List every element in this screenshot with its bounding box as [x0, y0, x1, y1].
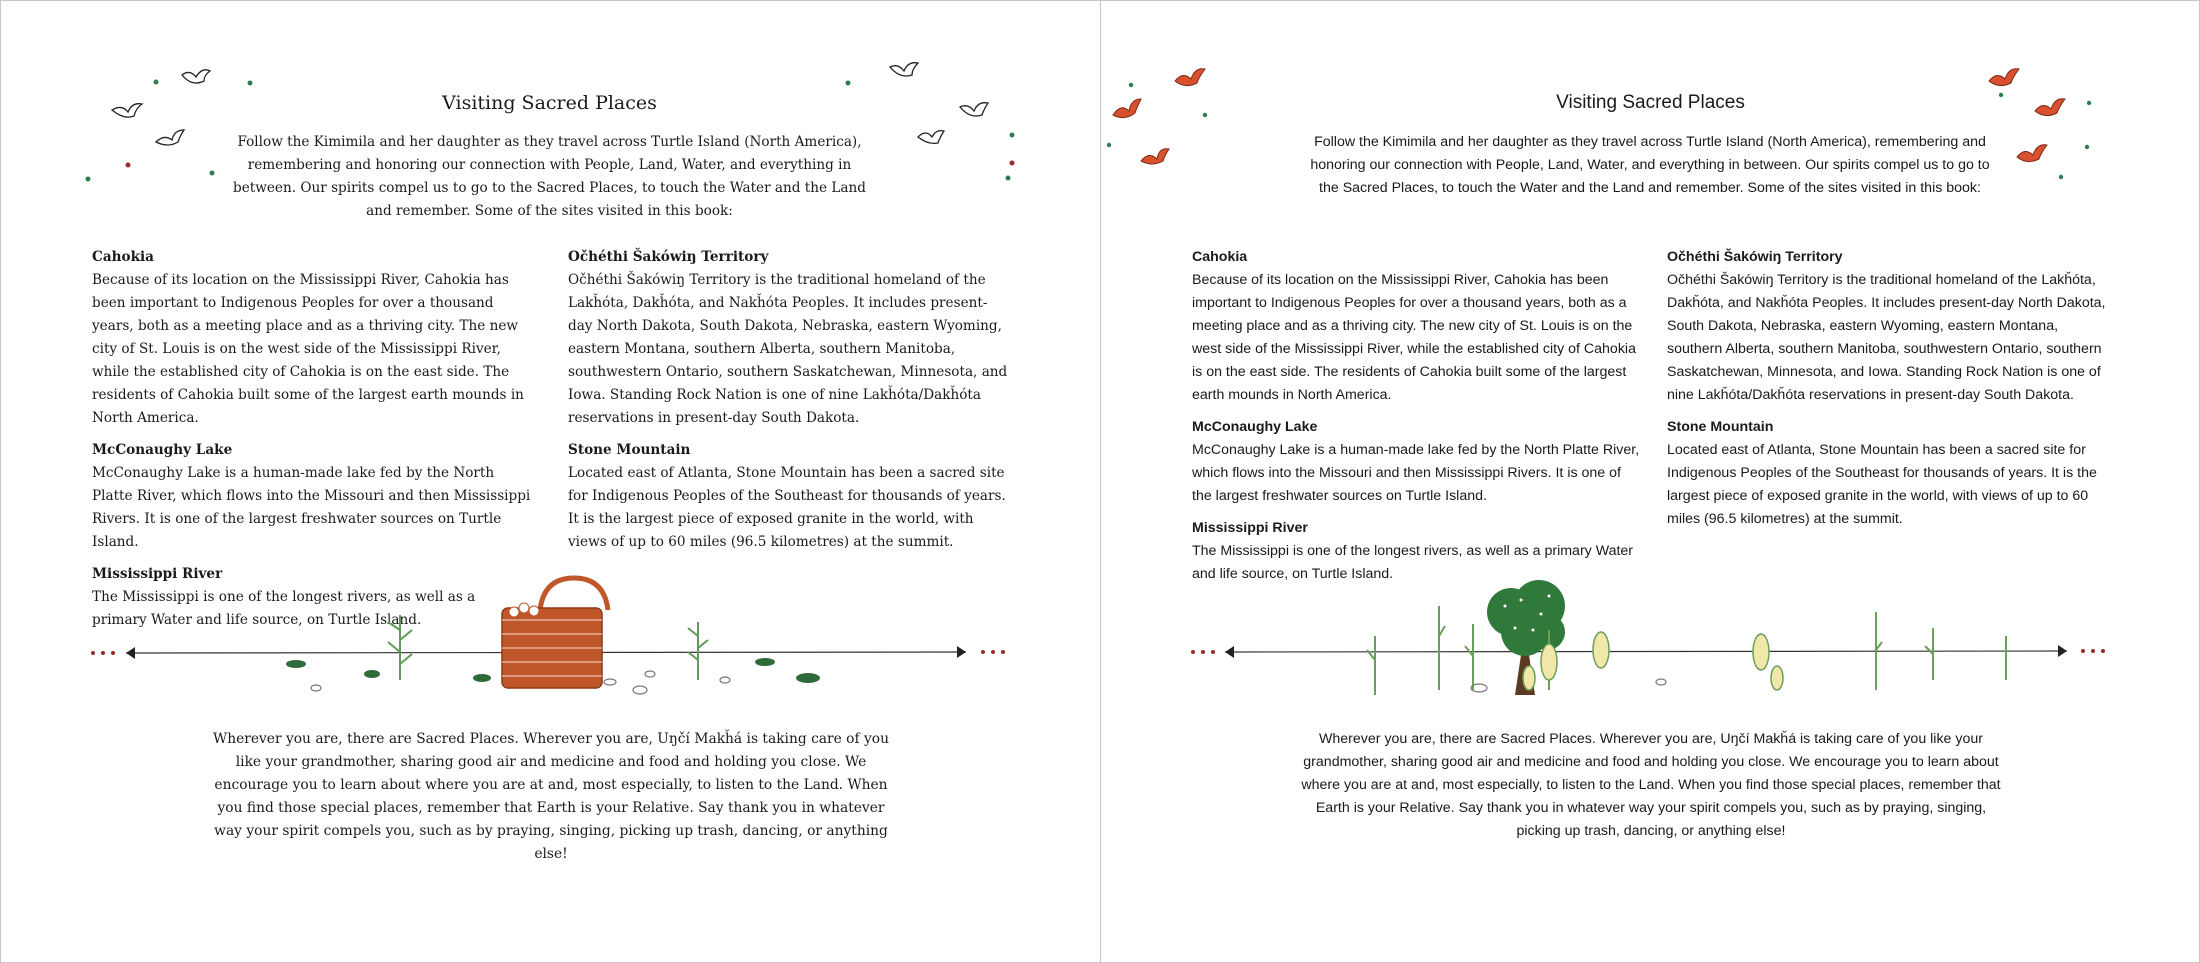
page-title: Visiting Sacred Places	[442, 92, 657, 114]
tree-path-illustration	[1101, 570, 2200, 710]
site-heading: Stone Mountain	[1667, 419, 1774, 435]
site-description: Očhéthi Šakówiŋ Territory is the traditional homeland of the Lakȟóta, Dakȟóta, and Nakȟóta Peoples. It includes present-day North Dakota, South Dakota, Nebraska, eastern Wyoming, eastern Montana, southern Alberta, southern Manitoba, southwestern Ontario, southern Saskatchewan, Minnesota, and Iowa. Standing Rock Nation is one of nine Lakȟóta/Dakȟóta reservations in present-day South Dakota.	[568, 272, 1008, 426]
intro-paragraph: Follow the Kimimila and her daughter as they travel across Turtle Island (North America), remembering and honoring our connection with People, Land, Water, and everything in between. Our spirits compel us to go to the Sacred Places, to touch the Water and the Land and remember. Some of the sites visited in this book:	[1310, 134, 1990, 196]
arrow-right-icon	[957, 646, 966, 658]
site-heading: Cahokia	[92, 249, 154, 265]
site-ocheti-sakowin	[568, 246, 1010, 430]
right-column	[1667, 246, 2117, 540]
stone-icon	[1471, 679, 1666, 692]
site-mcconaughy-lake	[92, 439, 534, 554]
site-description: Because of its location on the Mississippi River, Cahokia has been important to Indigenous Peoples for over a thousand years, both as a meeting place and as a thriving city. The new city of St. Louis is on the west side of the Mississippi River, while the established city of Cahokia is on the east side. The residents of Cahokia built some of the largest earth mounds in North America.	[92, 272, 524, 426]
site-stone-mountain	[1667, 416, 2117, 531]
site-cahokia	[92, 246, 534, 430]
site-description: The Mississippi is one of the longest rivers, as well as a primary Water and life source, on Turtle Island.	[1192, 543, 1634, 582]
left-page	[0, 0, 1099, 963]
arrow-left-icon	[126, 647, 135, 659]
site-heading: Mississippi River	[92, 566, 223, 582]
site-description: Očhéthi Šakówiŋ Territory is the traditional homeland of the Lakȟóta, Dakȟóta, and Nakȟóta Peoples. It includes present-day North Dakota, South Dakota, Nebraska, eastern Wyoming, eastern Montana, southern Alberta, southern Manitoba, southwestern Ontario, southern Saskatchewan, Minnesota, and Iowa. Standing Rock Nation is one of nine Lakȟóta/Dakȟóta reservations in present-day South Dakota.	[1667, 272, 2106, 403]
intro-paragraph: Follow the Kimimila and her daughter as they travel across Turtle Island (North America), remembering and honoring our connection with People, Land, Water, and everything in between. Our spirits compel us to go to the Sacred Places, to touch the Water and the Land and remember. Some of the sites visited in this book:	[233, 134, 866, 219]
right-column	[568, 246, 1010, 563]
page-title: Visiting Sacred Places	[1556, 92, 1745, 113]
site-heading: Očhéthi Šakówiŋ Territory	[1667, 249, 1843, 265]
site-ocheti-sakowin	[1667, 246, 2117, 407]
site-heading: Mississippi River	[1192, 520, 1308, 536]
site-heading: Očhéthi Šakówiŋ Territory	[568, 249, 769, 265]
site-heading: Stone Mountain	[568, 442, 691, 458]
closing-paragraph: Wherever you are, there are Sacred Places. Wherever you are, Uŋčí Makȟá is taking care of you like your grandmother, sharing good air and medicine and food and holding you close. We encourage you to learn about where you are at and, most especially, to listen to the Land. When you find those special places, remember that Earth is your Relative. Say thank you in whatever way your spirit compels you, such as by praying, singing, picking up trash, dancing, or anything else!	[213, 731, 889, 862]
site-heading: McConaughy Lake	[1192, 419, 1318, 435]
site-heading: McConaughy Lake	[92, 442, 233, 458]
site-description: Located east of Atlanta, Stone Mountain has been a sacred site for Indigenous Peoples of the Southeast for thousands of years. It is the largest piece of exposed granite in the world, with views of up to 60 miles (96.5 kilometres) at the summit.	[1667, 442, 2097, 527]
site-description: McConaughy Lake is a human-made lake fed by the North Platte River, which flows into the Missouri and then Mississippi Rivers. It is one of the largest freshwater sources on Turtle Island.	[92, 465, 531, 550]
arrow-left-icon	[1225, 646, 1234, 658]
site-description: The Mississippi is one of the longest rivers, as well as a primary Water and life source, on Turtle Island.	[92, 589, 476, 628]
site-description: Because of its location on the Mississippi River, Cahokia has been important to Indigenous Peoples for over a thousand years, both as a meeting place and as a thriving city. The new city of St. Louis is on the west side of the Mississippi River, while the established city of Cahokia is on the east side. The residents of Cahokia built some of the largest earth mounds in North America.	[1192, 272, 1636, 403]
arrow-right-icon	[2058, 645, 2067, 657]
left-column	[1192, 246, 1640, 595]
path-line	[1225, 651, 2067, 652]
basket-path-illustration	[0, 570, 1099, 710]
site-mcconaughy-lake	[1192, 416, 1640, 508]
site-description: McConaughy Lake is a human-made lake fed by the North Platte River, which flows into the Missouri and then Mississippi Rivers. It is one of the largest freshwater sources on Turtle Island.	[1192, 442, 1640, 504]
right-page	[1101, 0, 2200, 963]
corn-plant-icon	[1367, 606, 2006, 695]
basket-icon	[502, 578, 608, 688]
site-heading: Cahokia	[1192, 249, 1248, 265]
closing-paragraph: Wherever you are, there are Sacred Places. Wherever you are, Uŋčí Makȟá is taking care of you like your grandmother, sharing good air and medicine and food and holding you close. We encourage you to learn about where you are at and, most especially, to listen to the Land. When you find those special places, remember that Earth is your Relative. Say thank you in whatever way your spirit compels you, such as by praying, singing, picking up trash, dancing, or anything else!	[1301, 731, 2001, 839]
site-description: Located east of Atlanta, Stone Mountain has been a sacred site for Indigenous Peoples of the Southeast for thousands of years. It is the largest piece of exposed granite in the world, with views of up to 60 miles (96.5 kilometres) at the summit.	[568, 465, 1006, 550]
site-stone-mountain	[568, 439, 1010, 554]
site-cahokia	[1192, 246, 1640, 407]
